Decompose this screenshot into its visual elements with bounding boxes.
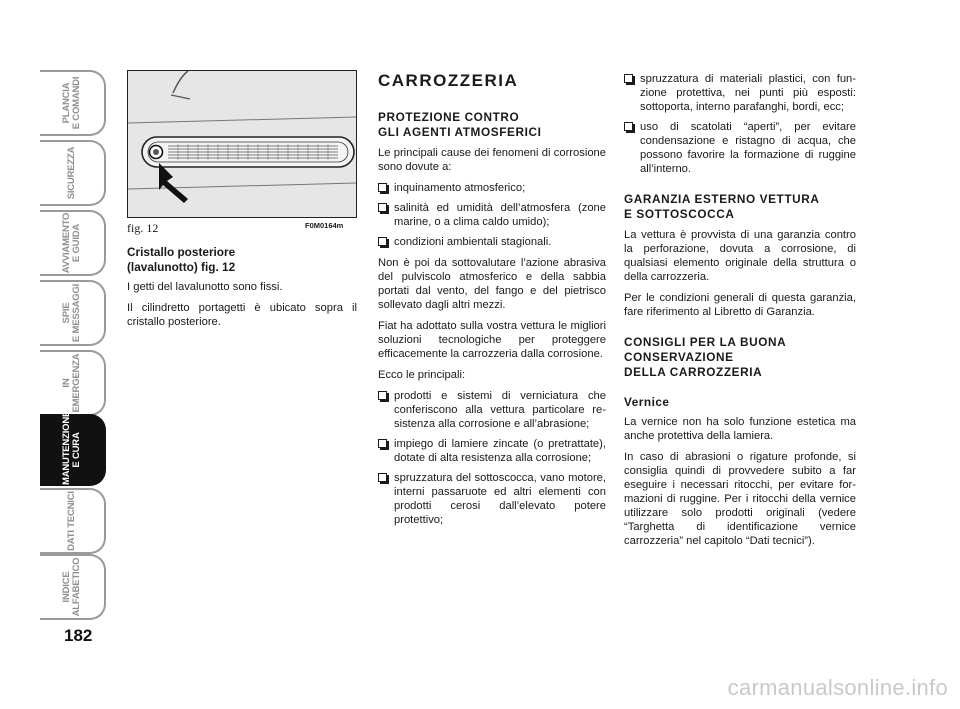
watermark: carmanualsonline.info: [727, 675, 948, 700]
checkbox-bullet-icon: [378, 473, 387, 482]
paragraph: La vernice non ha solo funzione estetica ma anche protettiva della lamiera.: [624, 416, 856, 442]
tab-label: INDICE ALFABETICO: [61, 557, 82, 617]
tab-dati-tecnici[interactable]: [40, 488, 106, 554]
tab-label: SICUREZZA: [66, 146, 77, 200]
paragraph: Il cilindretto portagetti è ubicato sopra il cristallo posteriore.: [127, 302, 357, 328]
tab-manutenzione-e-cura[interactable]: [40, 410, 106, 486]
warranty-heading: GARANZIA ESTERNO VETTURA E SOTTOSCOCCA: [624, 192, 820, 221]
tab-label: SPIE E MESSAGGI: [61, 283, 82, 343]
tab-label: IN EMERGENZA: [61, 353, 82, 413]
figure-code: F0M0164m: [305, 221, 344, 230]
paragraph: Per le condizioni generali di questa garanzia, fare riferimento al Libretto di Garanzia.: [624, 292, 856, 318]
checkbox-bullet-icon: [378, 237, 387, 246]
corrosion-causes-list: [378, 181, 606, 249]
page-number: 182: [64, 626, 93, 645]
checkbox-bullet-icon: [378, 439, 387, 448]
rear-washer-figure: [127, 70, 357, 218]
checkbox-bullet-icon: [378, 391, 387, 400]
column-1: [127, 245, 357, 336]
spacer: [624, 326, 856, 335]
tab-indice-alfabetico[interactable]: [40, 554, 106, 620]
paragraph: Non è poi da sottovalutare l’azione abrasiva del pulviscolo atmosferico e della sabbia portati dal vento, del fango e del pietrisco sollevato dagli altri mezzi.: [378, 257, 606, 311]
list-item: inquinamento atmosferico;: [378, 181, 606, 195]
list-item: uso di scatolati “aperti”, per evitare condensazione e ristagno di acqua, che possono favorire la formazione di ruggine all’interno.: [624, 120, 856, 176]
tab-label: DATI TECNICI: [66, 491, 77, 551]
figure-caption: fig. 12: [127, 221, 159, 235]
tab-sicurezza[interactable]: [40, 140, 106, 206]
section-title: CARROZZERIA: [378, 71, 519, 90]
care-advice-heading: CONSIGLI PER LA BUONA CONSERVAZIONE DELLA CARROZZERIA: [624, 335, 787, 379]
tab-label: AVVIAMENTO E GUIDA: [61, 212, 82, 274]
tab-avviamento-e-guida[interactable]: [40, 210, 106, 276]
checkbox-bullet-icon: [378, 203, 387, 212]
rear-washer-illustration: [128, 71, 357, 218]
protection-solutions-list-continued: [624, 72, 856, 176]
column-3: [624, 72, 856, 555]
tab-in-emergenza[interactable]: [40, 350, 106, 416]
paragraph: Ecco le principali:: [378, 369, 466, 381]
checkbox-bullet-icon: [378, 183, 387, 192]
spacer: [624, 183, 856, 192]
protection-heading: PROTEZIONE CONTRO GLI AGENTI ATMOSFERICI: [378, 110, 542, 139]
list-item: spruzzatura di materiali plastici, con funzione protettiva, nei punti più esposti: sottoporta, interno parafanghi, bordi, ecc;: [624, 72, 856, 114]
paint-subheading: Vernice: [624, 395, 670, 409]
spacer: [624, 386, 856, 395]
list-item: prodotti e sistemi di verniciatura che conferiscono alla vettura particolare resistenza alla corrosione e all’abrasione;: [378, 389, 606, 431]
tab-plancia-e-comandi[interactable]: [40, 70, 106, 136]
list-item: impiego di lamiere zincate (o pretrattate), dotate di alta resistenza alla corrosione;: [378, 437, 606, 465]
list-item: condizioni ambientali stagionali.: [378, 235, 606, 249]
tab-label: MANUTENZIONE E CURA: [61, 410, 82, 485]
tab-spie-e-messaggi[interactable]: [40, 280, 106, 346]
paragraph: Le principali cause dei fenomeni di corrosione sono dovute a:: [378, 147, 606, 173]
paragraph: Fiat ha adottato sulla vostra vettura le migliori soluzioni tecnologiche per proteggere efficacemente la carrozzeria dalla corrosione.: [378, 320, 606, 360]
list-item: salinità ed umidità dell’atmosfera (zone marine, o a clima caldo umido);: [378, 201, 606, 229]
list-item: spruzzatura del sottoscocca, vano motore, interni passaruote ed altri elementi con prodotti cerosi dall’elevato potere protettivo;: [378, 471, 606, 527]
checkbox-bullet-icon: [624, 74, 633, 83]
checkbox-bullet-icon: [624, 122, 633, 131]
paragraph: La vettura è provvista di una garanzia contro la perforazione, dovuta a corrosione, di qualsiasi elemento originale della struttura o della carrozzeria.: [624, 229, 856, 283]
column-2: [378, 70, 606, 534]
paragraph: In caso di abrasioni o rigature profonde, si consiglia quindi di provvedere subito a far eseguire i necessari ritocchi, per evitare formazioni di ruggine. Per i ritocchi della vernice utilizzare solo prodotti originali (vedere “Targhetta di identificazione vernice carrozzeria” nel capitolo “Dati tecnici”).: [624, 451, 856, 547]
protection-solutions-list: [378, 389, 606, 527]
rear-washer-heading: Cristallo posteriore (lavalunotto) fig. 12: [127, 245, 236, 274]
tab-label: PLANCIA E COMANDI: [61, 76, 82, 130]
paragraph: I getti del lavalunotto sono fissi.: [127, 281, 283, 293]
